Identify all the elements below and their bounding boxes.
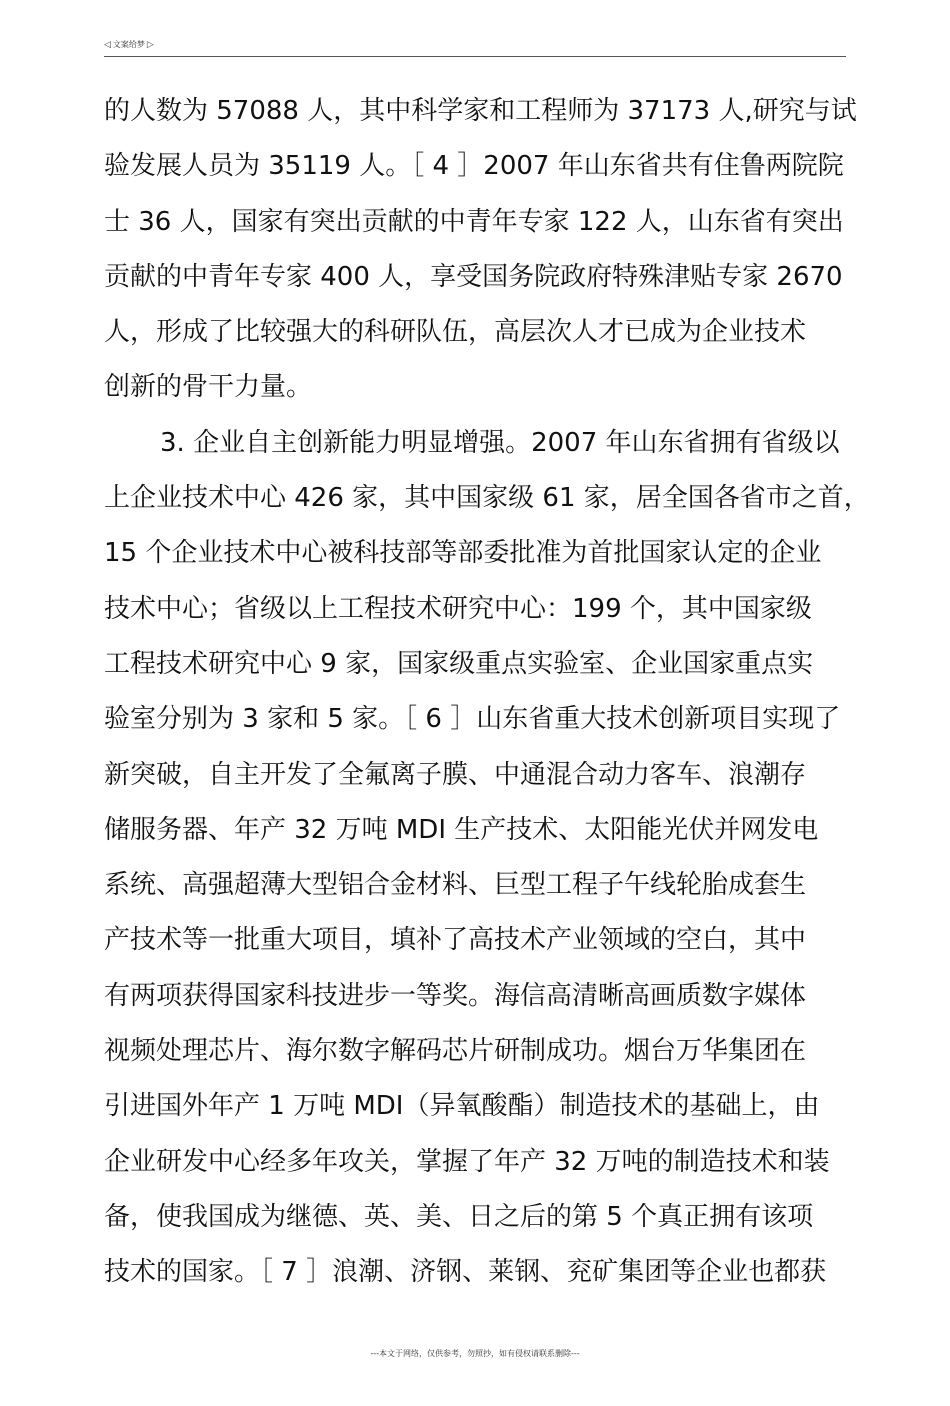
document-body	[104, 84, 884, 1301]
text-line: 有两项获得国家科技进步一等奖。海信高清晰高画质数字媒体	[104, 980, 807, 1011]
text-line: 上企业技术中心 426 家，其中国家级 61 家，居全国各省市之首，	[104, 483, 870, 514]
paragraph-2	[104, 416, 884, 1301]
text-line: 人，形成了比较强大的科研队伍，高层次人才已成为企业技术	[104, 317, 807, 348]
text-line: 视频处理芯片、海尔数字解码芯片研制成功。烟台万华集团在	[104, 1036, 807, 1067]
header-label-group	[104, 39, 154, 51]
text-line: 工程技术研究中心 9 家，国家级重点实验室、企业国家重点实	[104, 648, 814, 679]
text-line: 15 个企业技术中心被科技部等部委批准为首批国家认定的企业	[104, 538, 822, 569]
text-line: 创新的骨干力量。	[104, 372, 313, 403]
text-line: 验发展人员为 35119 人。［ 4 ］2007 年山东省共有住鲁两院院	[104, 151, 844, 182]
text-line: 技术的国家。［ 7 ］浪潮、济钢、莱钢、兖矿集团等企业也都获	[104, 1257, 827, 1288]
text-line: 产技术等一批重大项目，填补了高技术产业领域的空白，其中	[104, 925, 807, 956]
text-line: 的人数为 57088 人，其中科学家和工程师为 37173 人,研究与试	[104, 96, 857, 126]
header-title: 文案给梦	[112, 40, 145, 49]
page-header	[104, 38, 846, 57]
text-line-first: 3. 企业自主创新能力明显增强。2007 年山东省拥有省级以	[160, 427, 840, 458]
text-line: 引进国外年产 1 万吨 MDI（异氧酸酯）制造技术的基础上，由	[104, 1091, 820, 1122]
text-line: 验室分别为 3 家和 5 家。［ 6 ］山东省重大技术创新项目实现了	[104, 704, 841, 735]
triangle-left-icon: ◁	[104, 40, 111, 50]
text-line: 企业研发中心经多年攻关，掌握了年产 32 万吨的制造技术和装	[104, 1146, 830, 1177]
paragraph-1	[104, 84, 884, 416]
page-footer-note: ---本文于网络，仅供参考，勿照抄，如有侵权请联系删除---	[370, 1349, 580, 1358]
triangle-right-icon: ▷	[146, 40, 154, 50]
text-line: 系统、高强超薄大型铝合金材料、巨型工程子午线轮胎成套生	[104, 870, 807, 901]
text-line: 技术中心；省级以上工程技术研究中心：199 个，其中国家级	[104, 593, 812, 624]
text-line: 贡献的中青年专家 400 人，享受国务院政府特殊津贴专家 2670	[104, 261, 843, 292]
text-line: 士 36 人，国家有突出贡献的中青年专家 122 人，山东省有突出	[104, 206, 844, 237]
text-line: 新突破，自主开发了全氟离子膜、中通混合动力客车、浪潮存	[104, 759, 807, 790]
text-line: 储服务器、年产 32 万吨 MDI 生产技术、太阳能光伏并网发电	[104, 814, 819, 845]
text-line: 备，使我国成为继德、英、美、日之后的第 5 个真正拥有该项	[104, 1201, 814, 1232]
